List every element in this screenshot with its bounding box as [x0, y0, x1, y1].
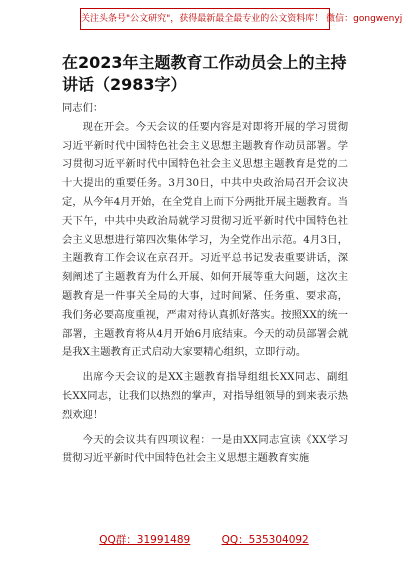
paragraph-2: 出席今天会议的是XX主题教育指导组组长XX同志、副组长XX同志，让我们以热烈的掌声，对指导组领导的到来表示热烈欢迎！ [62, 371, 348, 421]
header-notice-text: 关注头条号"公文研究"，获得最新最全最专业的公文资料库！ 微信：gongwenyj [81, 14, 403, 24]
paragraph-1: 现在开会。今天会议的任要内容是对即将开展的学习贯彻习近平新时代中国特色社会主义思想主题教育作动员部署。学习贯彻习近平新时代中国特色社会主义思想主题教育是党的二十大提出的重要任务。3月30日，中共中央政治局召开会议决定，从今年4月开始，在全党自上而下分两批开展主题教育。当天下午，中共中央政治局就学习贯彻习近平新时代中国特色社会主义思想进行第四次集体学习，为全党作出示范。4月3日，主题教育工作会议在京召开。习近平总书记发表重要讲话，深刻阐述了主题教育为什么开展、如何开展等重大问题，这次主题教育是一件事关全局的大事，过时间紧、任务重、要求高，我们务必要高度重视，严肃对待认真抓好落实。按照XX的统一部署，主题教育将从4月开始6月底结束。今天的动员部署会就是我X主题教育正式启动大家要精心组织，立即行动。 [62, 120, 348, 359]
header-notice [80, 8, 403, 30]
footer-contact [0, 532, 408, 547]
document-title: 在2023年主题教育工作动员会上的主持讲话（2983字） [62, 53, 347, 94]
footer-qq: QQ：535304092 [221, 534, 309, 546]
document-body [62, 99, 348, 468]
paragraph-3: 今天的会议共有四项议程：一是由XX同志宣读《XX学习贯彻习近平新时代中国特色社会主义思想主题教育实施 [62, 433, 348, 465]
footer-qq-group: QQ群：31991489 [99, 534, 191, 546]
salutation: 同志们： [62, 102, 104, 114]
